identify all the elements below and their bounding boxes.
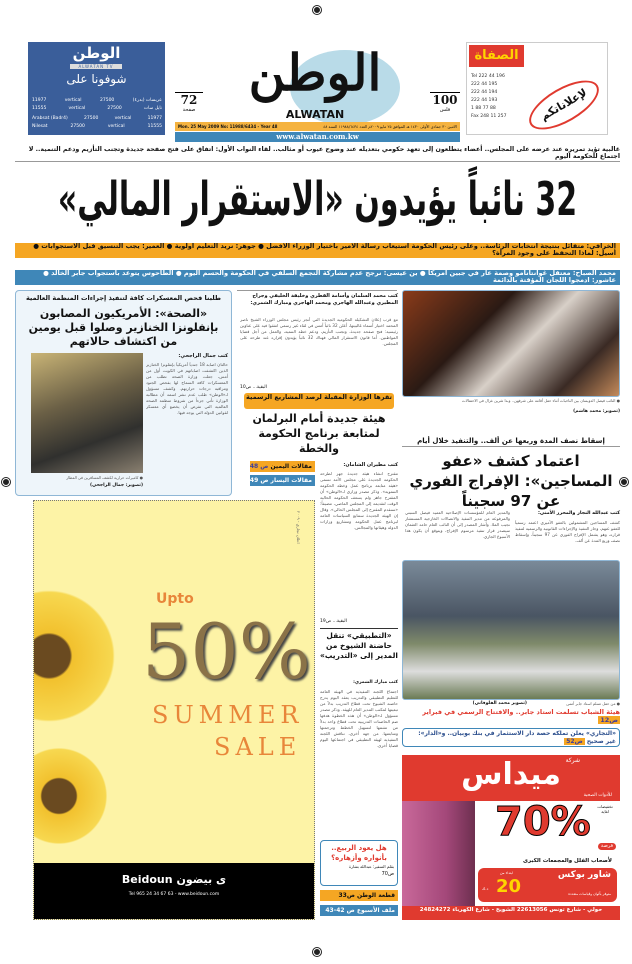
tv-ad-rows-1-0: نايل سات <box>143 106 162 111</box>
tv-ad-rows-2-3: 11977 <box>147 116 162 121</box>
sunflower-graphic <box>33 741 114 851</box>
masthead-price-label: فلس <box>439 107 451 113</box>
right-articles-tag[interactable] <box>250 461 315 472</box>
stadium-headline: هيئة الشباب تسلمت استاد جابر.. والافتتاح الرسمي في فبراير <box>422 708 620 716</box>
applied-author: كتب مبارك الشمري: <box>353 680 398 685</box>
assafah-logo: الصفاة <box>469 45 524 67</box>
week-file-label: ملف الأسبوع <box>356 907 395 914</box>
page-count <box>175 92 203 113</box>
tv-sub: ALWATAN TV <box>70 64 122 69</box>
main-photo <box>402 290 620 397</box>
watan-box-label: قطعة الوطن <box>356 892 395 899</box>
amnesty-body-left: والمدير العام للمؤسسات الإصلاحية العميد فيصل السبتي والمرفوعة من مدير التنفيذ والاتصالات الخارجية المستشار نجيب الملا. وأشار المصدر إلى أن النائب العام حامد العثمان سيصدر قرار تنفيذ مرسوم الإفراج، ويتوقع أن يكون هذا الأسبوع الجاري. <box>405 510 510 539</box>
health-story[interactable] <box>15 290 232 496</box>
phone-list <box>471 73 507 121</box>
midas-ad-from: ابتداء من <box>500 871 514 875</box>
tv-logo: الوطن <box>72 44 121 62</box>
ad-side-text: اعلان تجاري - ٢٠٠٩ <box>296 511 301 544</box>
week-file-tag[interactable] <box>320 905 398 916</box>
tv-ad-rows-2-1: 27500 <box>84 116 99 121</box>
layout-block <box>32 97 162 105</box>
stadium-photo <box>402 560 620 700</box>
watan-box-tag[interactable] <box>320 890 398 901</box>
stadium-headline[interactable] <box>402 708 620 724</box>
tv-ad-rows-2-2: vertical <box>114 116 132 121</box>
beidoun-ad-brand-en: Beidoun <box>121 873 173 886</box>
classified-ad-phones-1: 222 44 195 <box>471 82 498 87</box>
masthead-price: 100 <box>432 93 458 107</box>
gov-continued[interactable]: البقية... ص10 <box>240 385 267 390</box>
amnesty-author: كتب عبدالله النجار والمحرر الأمني: <box>537 511 620 516</box>
opinion-headline: هل يعود الربيع.. بأنواره وأزهاره؟ <box>331 844 387 862</box>
opinion-page: ص70 <box>381 871 394 877</box>
health-body: حالتان اصابة 18 جندياً أمريكياً بإنفلونزا الخنازير الذين اكتشفت اصاباتهم في الكويت أول من أمس، جعلت وزارة الصحة تطلب من المعسكرات كافة السماح لها بفحص الجنود ومراقبة درجات حرارتهم. وكشف مسؤول لـ«الوطن» طلب عدم نشر اسمه أن مطالبة الوزارة تأتي جزءاً من شروط منظمة الصحة العالمية التي تفرض أن يخضع أي معسكر لقوانين الدولة التي يوجد فيها. <box>146 362 228 415</box>
date-bar <box>175 122 460 131</box>
tv-ad-rows-1-2: vertical <box>68 106 86 111</box>
tijari-headline: «التجاري» يعلن تملكه حصة دار الاستثمار في بنك بوبيان.. و«الدار»: غير صحيح <box>418 730 616 745</box>
shower-photo <box>402 801 475 906</box>
health-photo-credit: (تصوير: جمال الراجحي) <box>90 483 143 488</box>
midas-company: شركة <box>565 757 580 764</box>
photo-credit: (تصوير: محمد هاشم) <box>573 409 620 414</box>
beidoun-ad-contact: Tel 965 24 34 67 63 - www.beidoun.com <box>128 892 220 897</box>
plan-continued[interactable]: البقية... ص19 <box>320 619 347 624</box>
tv-ad-rows-1-1: 27500 <box>107 106 122 111</box>
midas-promo-panel <box>475 801 620 906</box>
layout-block <box>34 873 314 886</box>
gov-body: مع قرب إعلان التشكيلة الحكومية الجديدة التي أنجز رئيس مجلس الوزراء الشيخ ناصر المحمد اختيار أسماء غالبيتها، أعلن 32 نائباً أمس في لقاء غير رسمي اتفقوا فيه على عناوين رئيسية: فتح صفحة جديدة، وتجنب التأزيم، ودعم خطة التنمية، والعمل من أجل قضايا المواطنين. أما قانون الاستقرار المالي فهناك 32 نائباً يؤيدون إقراره عند طرحه على المجلس. <box>240 317 398 346</box>
classified-ad-phones-4: 1 88 77 88 <box>471 106 496 111</box>
stadium-caption: ● من حفل تسلم استاد جابر أمس <box>566 701 620 706</box>
health-author: كتب جمال الراجحي: <box>178 353 228 359</box>
logo-english: ALWATAN <box>285 108 345 121</box>
health-headline: «الصحة»: الأمريكيون المصابون بإنفلونزا الخنازير وصلوا قبل يومين من اكتشاف حالاتهم <box>28 307 219 348</box>
health-kicker: طلبنا فحص المعسكرات كافة لتنفيذ إجراءات المنظمة العالمية <box>25 294 222 302</box>
midas-brand: ميداس <box>461 757 561 792</box>
discount-percent: 50% <box>142 607 311 696</box>
midas-ad-chance: فرصة <box>598 843 616 850</box>
plan-left-page: ص 49 <box>249 477 269 484</box>
registration-mark <box>620 478 628 486</box>
tv-ad-rows-0-1: 27500 <box>99 98 115 103</box>
beidoun-ad-brand-ar: بيضون <box>176 873 213 886</box>
plan-author: كتب مطيران الشامان: <box>343 462 398 468</box>
midas-ad[interactable] <box>402 755 620 920</box>
layout-block <box>32 123 162 131</box>
applied-body: اجتماع اللجنة التنفيذية في الهيئة العامة للتعليم التطبيقي والتدريب يعقد اليوم يدرج حاضنة الشيوخ تحت قطاع التدريب بدلاً من تبعيتها لمكتب المدير العام للهيئة. وذكر مصدر مسؤول لـ«الوطن» أن هذه الخطوة هدفها ضم الحاضنات التدريبية تحت قطاع واحد بدلاً من تشتتها لتسهيل الخطط وترجمتها ومتابعتها. من جهة أخرى، تناقش اللجنة التنفيذية لهيئة التطبيقي في اجتماعها اليوم قضايا أخرى. <box>320 689 398 748</box>
midas-ad-product: شاور بوكس <box>557 870 611 880</box>
midas-phones: حولي - شارع تونس 22613056 الشويخ - شارع الكهرباء 24824272 <box>419 907 603 913</box>
midas-ad-features: متوفر بألوان وقياسات متعددة <box>568 892 611 896</box>
divider <box>320 628 398 629</box>
masthead <box>175 40 460 143</box>
slogan: لإعلاناتكم <box>522 71 607 139</box>
tv-ad-rows-3-1: 27500 <box>70 124 85 129</box>
masthead-pages-label: صفحة <box>182 107 196 113</box>
tijari-box[interactable] <box>402 728 620 747</box>
midas-ad-price: 20 <box>496 876 522 897</box>
applied-headline[interactable]: «التطبيقي» تنقل حاضنة الشيوخ من المدير إلى «التدريب» <box>320 631 398 660</box>
orange-strip: الخرافي: متفائل بنتيجة انتخابات الرئاسة.. وعلى رئيس الحكومة استيعاب رسالة الأمير باختيار الوزراء الأفضل ● جوهر: نريد التعليم أولوية ● العمير: يجب التنسيق قبل الاستجوابات ● أسيل: لماذا التحفظ على وجود المرأة؟ <box>15 243 620 258</box>
midas-ad-discount: 70% <box>495 799 591 845</box>
beidoun-logo-icon: ی <box>216 873 227 886</box>
tv-frequency-table <box>32 97 162 131</box>
tv-ad-rows-0-0: عربسات (بدر٤) <box>132 98 162 103</box>
stadium-credit: (تصوير محمد الفلوقاني) <box>472 701 527 706</box>
photo-caption: ● النائب فيصل الدويسان بين الناخبات أثناء حفل أقامه على شرفهن.. وبدا شرين غزال في الاحتفالات <box>462 398 620 403</box>
masthead-date-line: Mon. 25 May 2009 No: 11988/6434 - Year 48 <box>178 124 278 129</box>
tv-tagline: شوفونا على <box>66 72 127 86</box>
registration-mark <box>313 948 321 956</box>
plan-kicker: تقرها الوزارة المقبلة لرصد المشاريع الرسمية <box>244 393 394 409</box>
sunflower-graphic <box>33 581 124 731</box>
page-ref: ص12 <box>600 716 618 724</box>
plan-right-label: مقالات اليمين <box>270 463 312 470</box>
registration-mark <box>313 6 321 14</box>
tv-ad-rows-0-2: vertical <box>64 98 82 103</box>
amnesty-headline[interactable]: اعتماد كشف «عفو المساجين»: الإفراج الفوري عن 97 سجيناً <box>409 452 613 510</box>
beidoun-summer-sale-ad[interactable] <box>33 500 315 920</box>
midas-ad-currency: د.ك <box>482 886 489 891</box>
website-url[interactable]: www.alwatan.com.kw <box>175 132 460 142</box>
assafah-ad[interactable] <box>466 42 608 135</box>
gov-authors: كتب محمد السلمان وأسامة القطري وخليفة الخليفي وجراح المطيري وعبدالله الهاجري ومحمد الهاجري ومبارك الشمري: <box>250 293 398 306</box>
opinion-box[interactable] <box>320 840 398 886</box>
midas-ad-target: لأصحاب الفلل والمجمعات الكبرى <box>522 858 612 864</box>
price <box>430 92 460 113</box>
summer-label: SUMMER <box>152 701 304 729</box>
tv-ad-rows-2-0: Arabsat (Badr4) <box>32 116 68 121</box>
health-caption: ● كاميرات حرارية لكشف المسافرين في المطار <box>66 475 143 480</box>
tv-ad-rows-1-3: 11555 <box>32 106 47 111</box>
tv-ad-rows-3-0: Nilesat <box>32 124 48 129</box>
layout-block <box>32 105 162 113</box>
opinion-author: بقلم السفير: عبدالله بشارة <box>348 864 394 869</box>
masthead-date-line-ar: الاثنين ٣٠ جمادى الأولى ١٤٣٠ هـ الموافق ٢٥ مايو ٢٠٠٩م العدد ١١٩٨٨/٦٤٣٤ السنة ٤٨ <box>323 124 457 129</box>
plan-right-page: ص 48 <box>249 463 269 470</box>
watan-box-page: ص33 <box>338 892 355 899</box>
subheadline: غالبية تؤيد تمريره عند عرضه على المجلس.. أعضاء يتطلعون إلى تعهد حكومي بتعديله عند وضوح عيوب أو مثالب.. لقاء النواب الأول: اتفاق على فتح صفحة جديدة وتجنب التأزيم ودعم التنمية.. لا اجتماع للحكومة اليوم <box>15 146 620 162</box>
plan-headline[interactable]: هيئة جديدة أمام البرلمان لمتابعة برنامج الحكومة والخطة <box>252 412 386 455</box>
classified-ad-phones-5: Fax 248 11 257 <box>471 114 507 119</box>
tv-ad-rows-3-2: vertical <box>107 124 125 129</box>
sale-label: SALE <box>214 733 302 761</box>
plan-body: مقترح انشاء هيئة جديدة جهز لطرحه الحكومة الجديدة على مجلس الأمة تسمى «هيئة متابعة برنامج عمل وخطة الحكومة التنموية». وذكر مصدر وزاري لـ«الوطن» أن المقترح جاهز ولم يسعف الحكومة الحالية الوقت لتقديمه إلى المجلس الماضي، مضيفاً: «سنقدم المقترح إلى المجلس الحالي». وقال إن الهيئة الجديدة ستتابع السياسات العامة لبرنامج عمل الحكومة ومشاريع وزارات الدولة وهيئاتها والمجالس. <box>320 471 398 530</box>
alwatan-tv-ad[interactable] <box>28 42 165 135</box>
layout-block <box>478 868 617 902</box>
main-headline[interactable]: 32 نائباً يؤيدون «الاستقرار المالي» <box>57 173 578 228</box>
plan-left-label: مقالات اليسار <box>270 477 312 484</box>
tv-ad-rows-0-3: 11977 <box>32 98 47 103</box>
layout-block <box>32 115 162 123</box>
masthead-pages: 72 <box>180 93 198 107</box>
health-photo <box>31 353 143 473</box>
tv-ad-rows-3-3: 11555 <box>147 124 162 129</box>
amnesty-kicker: إسقاط نصف المدة وربعها عن ألف.. والتنفيذ خلال أيام <box>402 436 620 447</box>
week-file-page: ص 42-43 <box>325 907 355 914</box>
classified-ad-phones-0: Tel 222 44 196 <box>471 74 505 79</box>
page-ref: ص52 <box>566 737 583 745</box>
logo-arabic: الوطن <box>248 43 382 102</box>
classified-ad-phones-2: 222 44 194 <box>471 90 498 95</box>
upto-label: Upto <box>156 591 194 607</box>
amnesty-body-right: كشف المساجين المشمولين بالعفو الأميري اعتمد رسمياً للعفو عنهم، وجار التنفيذ والإجراءات القانونية والرسمية لتنفيذ قراره، وهو يشمل الإفراج الفوري عن 97 سجيناً، وإسقاط نصف وربع المدة عن ألف. <box>515 520 620 543</box>
divider <box>237 290 397 291</box>
classified-ad-phones-3: 222 44 193 <box>471 98 498 103</box>
left-articles-tag[interactable] <box>250 475 315 486</box>
blue-strip: محمد الصباح: معتقل غوانتانامو وصمة عار في جبين أمريكا ● بن عيسى: نرجح عدم مشاركة التجمع السلفي في الحكومة والحسم اليوم ● الطاحوس يتوعد باستجواب جابر الخالد ● عاشور: ادمجوا اللجان المؤقتة بالدائمة <box>15 270 620 285</box>
beidoun-footer <box>34 863 314 919</box>
midas-subtitle: للأدوات الصحية <box>583 793 612 798</box>
midas-ad-discount-label: تخفيضات لغاية <box>597 804 613 814</box>
registration-mark <box>2 478 10 486</box>
